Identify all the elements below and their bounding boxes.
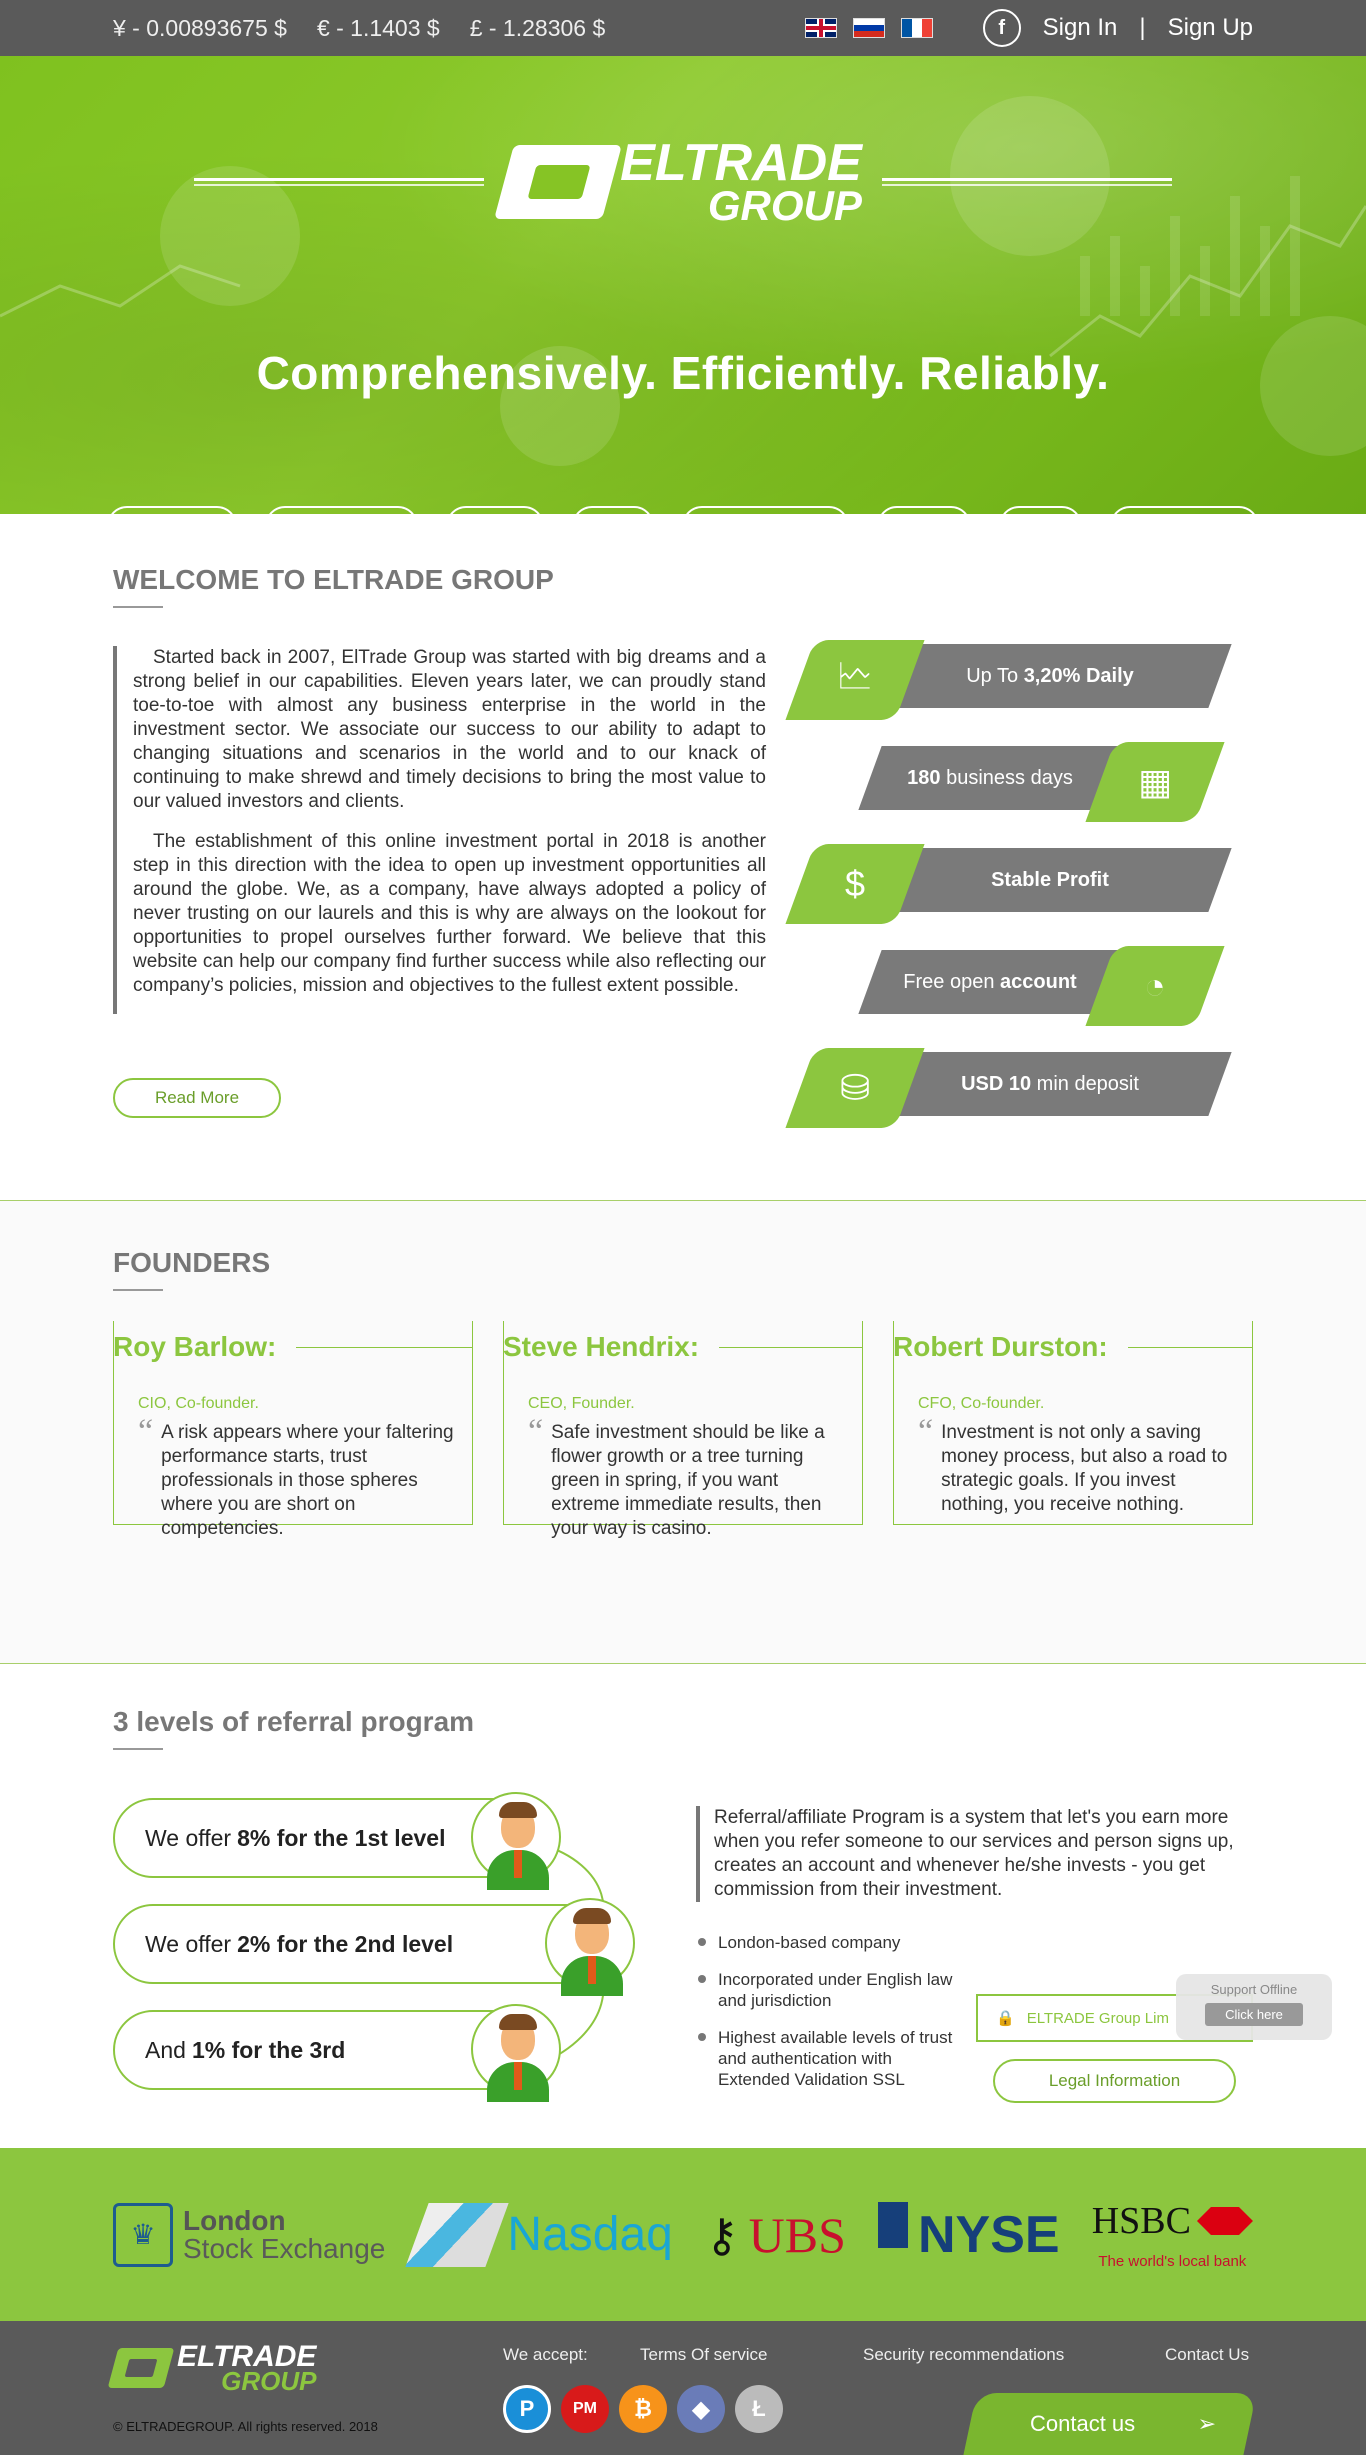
referral-description: Referral/affiliate Program is a system that let's you earn more when you refer someone to our services and person signs up, creates an account and whenever he/she invests - you get commission from their investment. bbox=[696, 1806, 1254, 1902]
sign-in-link[interactable]: Sign In bbox=[1042, 14, 1118, 41]
payment-methods bbox=[503, 2385, 783, 2433]
company-facts-list bbox=[696, 1932, 956, 2106]
logo-emblem-icon bbox=[494, 145, 622, 219]
referral-levels bbox=[113, 1798, 653, 2116]
rate-yen: ¥ - 0.00893675 $ bbox=[113, 14, 287, 41]
hero-logo bbox=[0, 134, 1366, 229]
support-widget bbox=[1176, 1974, 1332, 2040]
feature-label: Free open account bbox=[903, 970, 1077, 993]
list-item: London-based company bbox=[696, 1932, 956, 1953]
hero-tagline: Comprehensively. Efficiently. Reliably. bbox=[256, 347, 1110, 399]
rate-pound: £ - 1.28306 $ bbox=[469, 14, 606, 41]
perfect-money-icon: PM bbox=[561, 2385, 609, 2433]
level-pill: And 1% for the 3rd bbox=[113, 2010, 553, 2090]
ubs-keys-icon: ⚷ bbox=[704, 2208, 739, 2261]
rate-euro: € - 1.1403 $ bbox=[316, 14, 440, 41]
send-icon: ➢ bbox=[1197, 2411, 1216, 2436]
welcome-text bbox=[113, 646, 766, 1014]
money-hand-icon: $ bbox=[785, 844, 924, 924]
partner-nasdaq bbox=[417, 2203, 672, 2267]
sign-up-link[interactable]: Sign Up bbox=[1167, 14, 1253, 41]
quote-icon: “ bbox=[528, 1413, 544, 1450]
hero-background-graphic bbox=[0, 56, 1366, 514]
ubs-logo-text: UBS bbox=[748, 2206, 846, 2263]
logo-decor-line-left bbox=[194, 178, 484, 186]
founder-role: CIO, Co-founder. bbox=[138, 1395, 259, 1412]
nyse-flag-icon bbox=[878, 2202, 908, 2248]
referral-level-3 bbox=[113, 2010, 653, 2090]
title-underline bbox=[113, 606, 163, 608]
title-underline bbox=[113, 1289, 163, 1291]
founder-role: CFO, Co-founder. bbox=[918, 1395, 1045, 1412]
logo-line1: ELTRADE bbox=[620, 134, 862, 192]
feature-label: Stable Profit bbox=[991, 868, 1109, 891]
referral-section bbox=[0, 1664, 1366, 2148]
referral-title: 3 levels of referral program bbox=[113, 1706, 475, 1737]
feature-min-deposit bbox=[800, 1048, 1240, 1128]
footer-link-contact[interactable]: Contact Us bbox=[1165, 2345, 1250, 2364]
lock-icon: 🔒 bbox=[996, 2010, 1015, 2027]
we-accept-label: We accept: bbox=[503, 2345, 588, 2364]
welcome-section bbox=[0, 514, 1366, 1200]
feature-business-days bbox=[800, 742, 1240, 822]
founder-quote bbox=[138, 1413, 454, 1541]
calendar-icon: ▦ bbox=[1085, 742, 1224, 822]
hsbc-slogan: The world's local bank bbox=[1098, 2253, 1247, 2270]
founder-quote-text: Investment is not only a saving money process, but also a road to strategic goals. If you invest nothing, you receive nothing. bbox=[941, 1422, 1228, 1515]
read-more-button[interactable]: Read More bbox=[113, 1078, 281, 1118]
nav-contact-us[interactable]: Contact Us bbox=[1110, 506, 1260, 549]
partner-hsbc bbox=[1092, 2199, 1253, 2270]
lse-crest-icon: ♛ bbox=[113, 2203, 173, 2267]
founder-quote bbox=[918, 1413, 1234, 1517]
currency-rates bbox=[113, 15, 605, 42]
hsbc-logo-text: HSBC bbox=[1091, 2200, 1191, 2242]
welcome-paragraph-2: The establishment of this online investment portal in 2018 is another step in this direction with the idea to open up investment opportunities all around the globe. We, as a company, have always adopted a policy of never trusting on our laurels and this is why are always on the lookout for opportunities to propel ourselves further forward. We believe that this website can help our company find further success while also reflecting our company’s policies, mission and objectives to the fullest extent possible. bbox=[133, 831, 766, 996]
company-name: ELTRADE Group Lim bbox=[1026, 2009, 1169, 2027]
logo-emblem-icon bbox=[108, 2348, 175, 2388]
ethereum-icon: ◆ bbox=[677, 2385, 725, 2433]
avatar-icon bbox=[471, 2004, 561, 2094]
referral-level-2 bbox=[113, 1904, 653, 1984]
feature-free-account bbox=[800, 946, 1240, 1026]
lse-logo-text: London Stock Exchange bbox=[183, 2204, 386, 2264]
contact-us-label: Contact us bbox=[1030, 2411, 1136, 2436]
legal-information-button[interactable]: Legal Information bbox=[993, 2059, 1236, 2103]
list-item: Highest available levels of trust and authentication with Extended Validation SSL bbox=[696, 2027, 956, 2090]
nav-faq[interactable]: FAQ bbox=[572, 506, 654, 549]
copyright-text: © ELTRADEGROUP. All rights reserved. 2018 bbox=[113, 2419, 378, 2434]
hero-banner bbox=[0, 56, 1366, 540]
coins-icon: ⛁ bbox=[785, 1048, 924, 1128]
footer-link-security[interactable]: Security recommendations bbox=[863, 2345, 1065, 2364]
founder-quote-text: A risk appears where your faltering performance starts, trust professionals in those spheres where you are short on competencies. bbox=[161, 1422, 454, 1539]
language-switcher bbox=[805, 18, 933, 38]
avatar-icon bbox=[545, 1898, 635, 1988]
auth-links bbox=[983, 9, 1253, 47]
nav-about-us[interactable]: About Us bbox=[107, 506, 238, 549]
nyse-logo-text: NYSE bbox=[918, 2205, 1060, 2264]
title-underline bbox=[113, 1748, 163, 1750]
flag-uk-icon[interactable] bbox=[805, 18, 837, 38]
feature-daily-rate bbox=[800, 640, 1240, 720]
feature-label: Up To 3,20% Daily bbox=[966, 664, 1134, 687]
founder-name: Robert Durston: bbox=[893, 1331, 1253, 1363]
partner-lse bbox=[113, 2203, 385, 2267]
footer-logo[interactable] bbox=[113, 2340, 317, 2396]
logo-line2: GROUP bbox=[707, 181, 862, 229]
founder-card bbox=[113, 1331, 473, 1539]
founders-list bbox=[113, 1331, 1253, 1539]
welcome-paragraph-1: Started back in 2007, ElTrade Group was started with big dreams and a strong belief in our capabilities. Eleven years later, we can proudly stand toe-to-toe with almost any business enterprise in the world in the investment sector. We associate our success to our ability to adapt to changing situations and scenarios in the world and to our knack of continuing to make shrewd and timely decisions to bring the most value to our valued investors and clients. bbox=[133, 647, 766, 812]
referral-level-1 bbox=[113, 1798, 653, 1878]
contact-us-button[interactable] bbox=[1000, 2393, 1230, 2455]
founder-role: CEO, Founder. bbox=[528, 1395, 635, 1412]
founder-name: Roy Barlow: bbox=[113, 1331, 473, 1363]
level-pill: We offer 8% for the 1st level bbox=[113, 1798, 553, 1878]
support-click-button[interactable]: Click here bbox=[1205, 2003, 1303, 2026]
facebook-icon[interactable]: f bbox=[983, 9, 1021, 47]
partners-strip bbox=[0, 2148, 1366, 2321]
founder-quote-text: Safe investment should be like a flower growth or a tree turning green in spring, if you want extreme immediate results, then your way is casino. bbox=[551, 1422, 825, 1539]
footer bbox=[0, 2321, 1366, 2455]
support-status: Support Offline bbox=[1210, 1982, 1298, 1997]
founder-name: Steve Hendrix: bbox=[503, 1331, 863, 1363]
level-pill: We offer 2% for the 2nd level bbox=[113, 1904, 633, 1984]
nasdaq-logo-text: Nasdaq bbox=[507, 2208, 673, 2261]
quote-icon: “ bbox=[138, 1413, 154, 1450]
flag-fr-icon[interactable] bbox=[901, 18, 933, 38]
footer-link-tos[interactable]: Terms Of service bbox=[640, 2345, 768, 2364]
founders-section bbox=[0, 1201, 1366, 1663]
auth-separator: | bbox=[1139, 14, 1146, 41]
eltrade-logo[interactable] bbox=[504, 134, 862, 229]
founder-card bbox=[893, 1331, 1253, 1525]
piggy-bank-icon: ◔ bbox=[1085, 946, 1224, 1026]
logo-decor-line-right bbox=[882, 178, 1172, 186]
top-bar bbox=[0, 0, 1366, 56]
nav-our-history[interactable]: Our History bbox=[265, 506, 417, 549]
footer-logo-text: ELTRADE GROUP bbox=[177, 2340, 317, 2396]
features-list bbox=[800, 640, 1240, 1150]
quote-icon: “ bbox=[918, 1413, 934, 1450]
founders-title: FOUNDERS bbox=[113, 1247, 271, 1278]
nav-how-to-start[interactable]: How To Start bbox=[682, 506, 849, 549]
chart-icon: 🗠 bbox=[785, 640, 924, 720]
list-item: Incorporated under English law and jurisdiction bbox=[696, 1969, 956, 2011]
founder-card bbox=[503, 1331, 863, 1539]
payeer-icon: P bbox=[503, 2385, 551, 2433]
partner-nyse bbox=[878, 2205, 1060, 2265]
founder-quote bbox=[528, 1413, 844, 1541]
litecoin-icon: Ł bbox=[735, 2385, 783, 2433]
welcome-title: WELCOME TO ELTRADE GROUP bbox=[113, 564, 554, 595]
nav-news[interactable]: News bbox=[877, 506, 971, 549]
nasdaq-mark-icon bbox=[406, 2203, 509, 2267]
hsbc-hexagon-icon bbox=[1197, 2207, 1253, 2235]
nav-tos[interactable]: TOS bbox=[999, 506, 1082, 549]
partner-ubs bbox=[705, 2206, 846, 2264]
feature-label: USD 10 min deposit bbox=[961, 1072, 1139, 1095]
flag-ru-icon[interactable] bbox=[853, 18, 885, 38]
avatar-icon bbox=[471, 1792, 561, 1882]
logo-text bbox=[620, 134, 862, 229]
nav-offers[interactable]: Offers bbox=[446, 506, 544, 549]
feature-stable-profit bbox=[800, 844, 1240, 924]
bitcoin-icon: ₿ bbox=[619, 2385, 667, 2433]
feature-label: 180 business days bbox=[907, 766, 1073, 789]
